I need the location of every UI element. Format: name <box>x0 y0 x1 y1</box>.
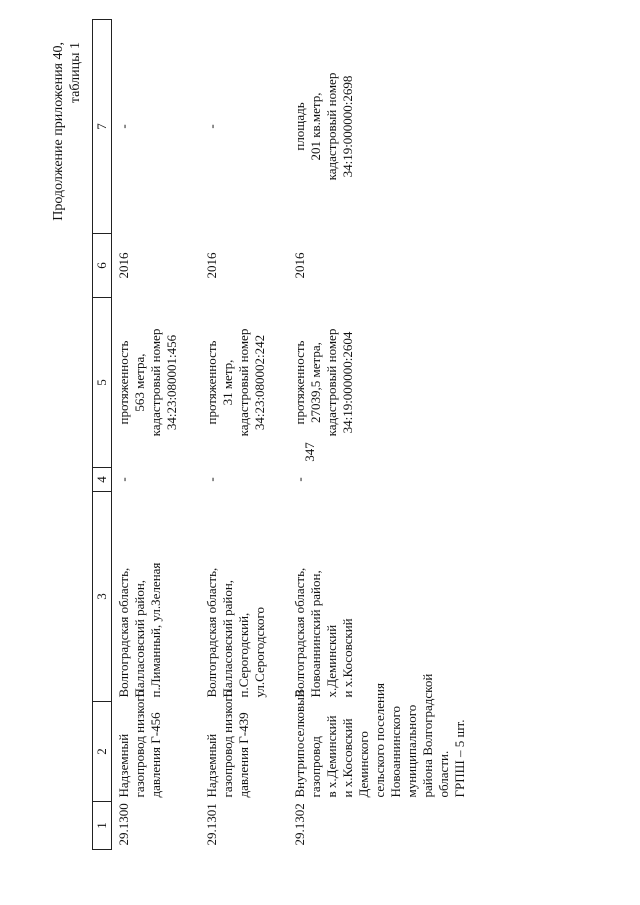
characteristics-line: 34:23:080002:242 <box>252 334 267 431</box>
object-name-line: Надземный <box>204 733 219 798</box>
column-header: 3 <box>93 492 112 702</box>
address-line: п.Серогодский, <box>236 612 251 698</box>
object-characteristics <box>112 298 201 468</box>
characteristics-line: протяженность <box>292 340 307 425</box>
object-name-line: района Волгоградской <box>420 673 435 798</box>
characteristics-line: 31 метр, <box>220 359 235 406</box>
object-name-line: Надземный <box>116 733 131 798</box>
object-name-line: Новоаннинского <box>388 706 403 798</box>
address-line: п.Лиманный, ул.Зеленая <box>148 562 163 698</box>
note-value <box>288 20 502 234</box>
column-header: 4 <box>93 468 112 492</box>
column-4-value: - <box>116 477 131 482</box>
object-name-line: Деминского <box>356 731 371 798</box>
column-4-value: - <box>204 477 219 482</box>
address-line: Волгоградская область, <box>204 567 219 698</box>
note-line: кадастровый номер <box>324 72 339 181</box>
object-name-line: газопровод <box>308 736 323 798</box>
address-line: Волгоградская область, <box>292 567 307 698</box>
column-header: 7 <box>93 20 112 234</box>
column-number-row <box>93 20 112 850</box>
registry-table <box>92 19 502 850</box>
address-line: Палласовский район, <box>132 579 147 698</box>
row-number: 29.1301 <box>204 803 219 846</box>
object-name-line: в х.Деминский <box>324 715 339 798</box>
object-characteristics <box>200 298 288 468</box>
object-address <box>200 492 288 702</box>
year-value: 2016 <box>116 252 131 279</box>
table-row <box>112 20 201 850</box>
row-number: 29.1302 <box>292 803 307 846</box>
object-name-line: давления Г-439 <box>236 712 251 798</box>
characteristics-line: 563 метра, <box>132 353 147 412</box>
object-name-line: ГРПШ – 5 шт. <box>452 719 467 798</box>
note-value <box>112 20 201 234</box>
year-value: 2016 <box>292 252 307 279</box>
column-header: 5 <box>93 298 112 468</box>
row-number: 29.1300 <box>116 803 131 846</box>
address-line: Палласовский район, <box>220 579 235 698</box>
characteristics-line: 34:19:000000:2604 <box>340 331 355 434</box>
object-characteristics <box>288 298 502 468</box>
object-name-line: области. <box>436 750 451 798</box>
table-caption <box>50 42 84 221</box>
note-line: 201 кв.метр, <box>308 92 323 161</box>
address-line: Новоаннинский район, <box>308 570 323 698</box>
object-name-line: газопровод низкого <box>220 690 235 798</box>
object-address <box>288 492 502 702</box>
object-name-line: сельского поселения <box>372 683 387 798</box>
characteristics-line: кадастровый номер <box>148 328 163 437</box>
object-name-line: газопровод низкого <box>132 690 147 798</box>
object-name <box>288 673 502 802</box>
rotated-sheet <box>50 20 590 880</box>
note-value <box>200 20 288 234</box>
characteristics-line: кадастровый номер <box>236 328 251 437</box>
note-line: площадь <box>292 102 307 151</box>
caption-line-2: таблицы 1 <box>68 42 83 104</box>
page-number: 347 <box>302 442 317 462</box>
object-name <box>112 690 201 802</box>
column-header: 1 <box>93 802 112 850</box>
address-line: ул.Серогодского <box>252 607 267 698</box>
column-header: 6 <box>93 234 112 298</box>
address-line: Волгоградская область, <box>116 567 131 698</box>
characteristics-line: кадастровый номер <box>324 328 339 437</box>
column-4-value: - <box>292 477 307 482</box>
note-line: - <box>116 124 131 129</box>
characteristics-line: протяженность <box>116 340 131 425</box>
year-value: 2016 <box>204 252 219 279</box>
object-address <box>112 492 201 702</box>
characteristics-line: 27039,5 метра, <box>308 342 323 423</box>
characteristics-line: протяженность <box>204 340 219 425</box>
characteristics-line: 34:23:080001:456 <box>164 334 179 431</box>
column-header: 2 <box>93 702 112 802</box>
table-row <box>200 20 288 850</box>
object-name-line: муниципального <box>404 704 419 798</box>
object-name <box>200 690 288 802</box>
object-name-line: Внутрипоселковый <box>292 690 307 798</box>
address-line: х.Деминский <box>324 624 339 698</box>
note-line: - <box>204 124 219 129</box>
object-name-line: и х.Косовский <box>340 718 355 798</box>
table-row <box>288 20 502 850</box>
address-line: и х.Косовский <box>340 618 355 698</box>
object-name-line: давления Г-456 <box>148 712 163 798</box>
caption-line-1: Продолжение приложения 40, <box>51 42 66 221</box>
note-line: 34:19:000000:2698 <box>340 75 355 178</box>
